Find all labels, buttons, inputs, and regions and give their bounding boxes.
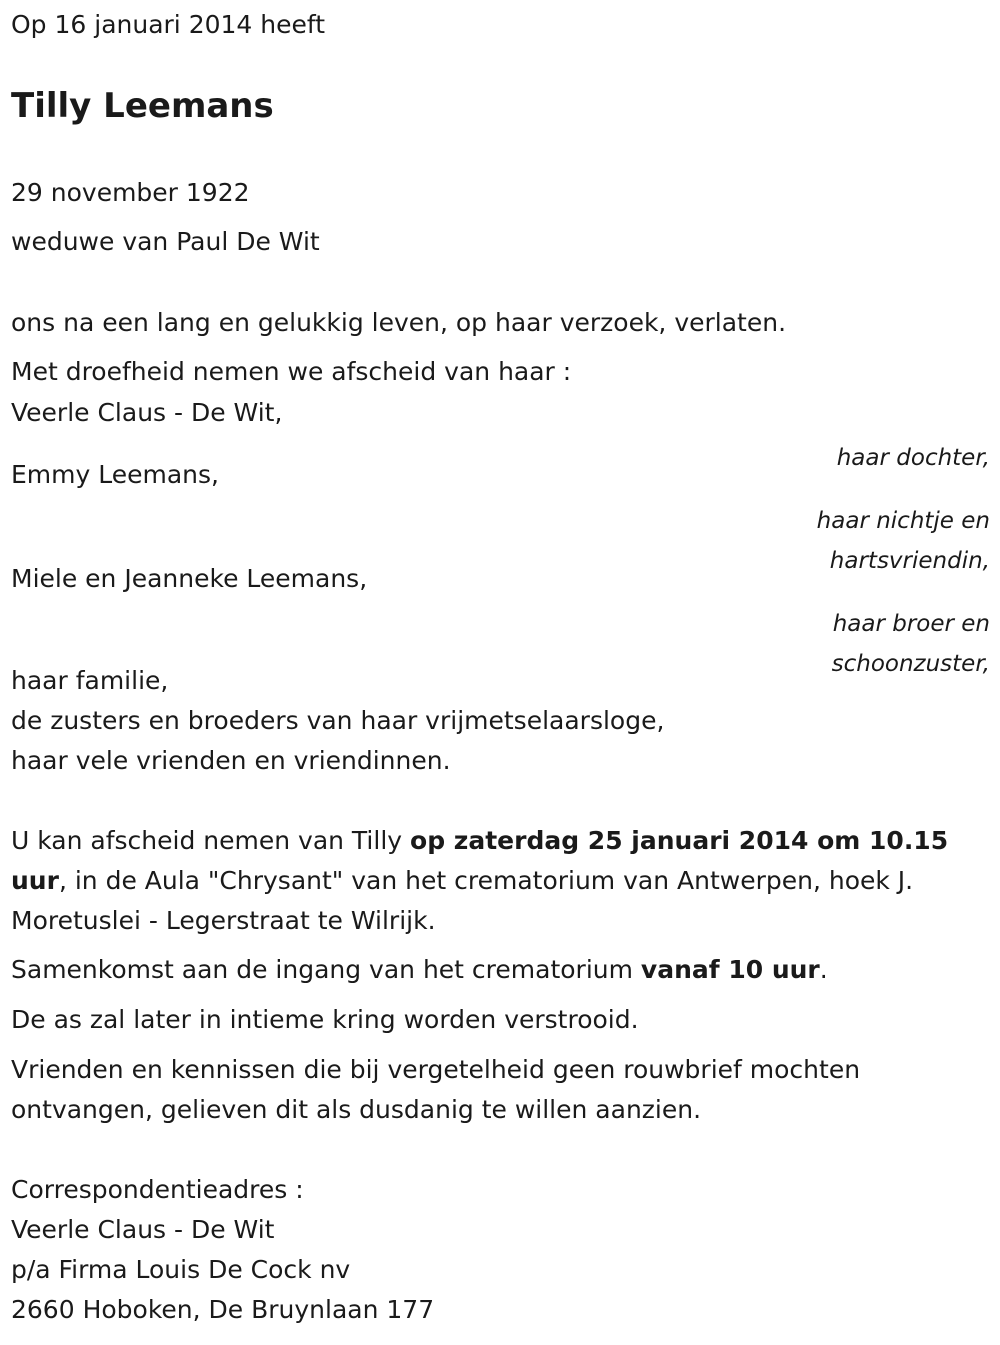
relative-relation: haar nichtje en bbox=[816, 508, 990, 534]
relative-relation: schoonzuster, bbox=[831, 651, 990, 677]
relative-name: Emmy Leemans, bbox=[11, 460, 219, 489]
notice-line: ontvangen, gelieven dit als dusdanig te willen aanzien. bbox=[11, 1095, 702, 1124]
ceremony-line bbox=[11, 821, 948, 861]
correspondence-line: Veerle Claus - De Wit bbox=[11, 1215, 275, 1244]
gathering-lead: Samenkomst aan de ingang van het crematorium bbox=[11, 955, 641, 984]
ceremony-lead: U kan afscheid nemen van Tilly bbox=[11, 826, 411, 855]
relative-relation: haar dochter, bbox=[836, 445, 990, 471]
relative-relation: haar broer en bbox=[832, 611, 990, 637]
correspondence-line: p/a Firma Louis De Cock nv bbox=[11, 1255, 351, 1284]
gathering-line bbox=[11, 950, 828, 990]
relative-name: Veerle Claus - De Wit, bbox=[11, 398, 283, 427]
widow-of: weduwe van Paul De Wit bbox=[11, 227, 320, 256]
notice-line: Vrienden en kennissen die bij vergetelheid geen rouwbrief mochten bbox=[11, 1055, 861, 1084]
others-line: haar familie, bbox=[11, 666, 169, 695]
intro-text: Op 16 januari 2014 heeft bbox=[11, 10, 326, 39]
ceremony-address: Moretuslei - Legerstraat te Wilrijk. bbox=[11, 906, 436, 935]
relative-name: Miele en Jeanneke Leemans, bbox=[11, 564, 368, 593]
relative-relation: hartsvriendin, bbox=[829, 548, 990, 574]
ceremony-datetime: op zaterdag 25 januari 2014 om 10.15 bbox=[410, 826, 949, 855]
gathering-tail: . bbox=[819, 955, 828, 984]
ceremony-location: , in de Aula "Chrysant" van het crematorium van Antwerpen, hoek J. bbox=[58, 866, 914, 895]
birth-date: 29 november 1922 bbox=[11, 178, 250, 207]
ashes-line: De as zal later in intieme kring worden verstrooid. bbox=[11, 1005, 639, 1034]
gathering-time: vanaf 10 uur bbox=[640, 955, 820, 984]
deceased-name: Tilly Leemans bbox=[11, 86, 274, 126]
others-line: de zusters en broeders van haar vrijmetselaarsloge, bbox=[11, 706, 665, 735]
correspondence-line: 2660 Hoboken, De Bruynlaan 177 bbox=[11, 1295, 435, 1324]
left-us-line: ons na een lang en gelukkig leven, op haar verzoek, verlaten. bbox=[11, 308, 787, 337]
farewell-intro: Met droefheid nemen we afscheid van haar : bbox=[11, 357, 572, 386]
ceremony-line bbox=[11, 861, 913, 901]
ceremony-datetime-tail: uur bbox=[11, 866, 59, 895]
correspondence-label: Correspondentieadres : bbox=[11, 1175, 304, 1204]
others-line: haar vele vrienden en vriendinnen. bbox=[11, 746, 451, 775]
